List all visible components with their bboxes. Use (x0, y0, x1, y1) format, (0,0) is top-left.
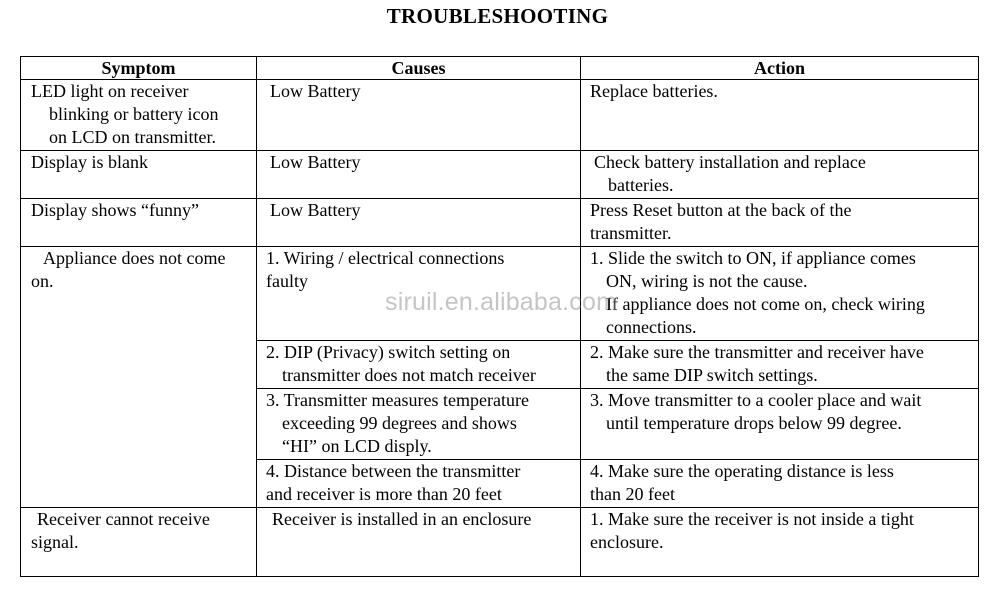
symptom-cell (21, 80, 257, 151)
cell-line: exceeding 99 degrees and shows (282, 413, 517, 433)
cell-line: ON, wiring is not the cause. (606, 271, 808, 291)
cell-line: 1. Wiring / electrical connections (266, 248, 505, 268)
cell-line: 2. Make sure the transmitter and receiver have (590, 342, 924, 362)
action-cell (581, 199, 979, 247)
cell-line: 2. DIP (Privacy) switch setting on (266, 342, 511, 362)
watermark-text: siruil.en.alibaba.com (385, 288, 618, 316)
table-row (21, 80, 979, 151)
cell-line: Display is blank (31, 152, 148, 172)
table-row (21, 199, 979, 247)
cell-line: LED light on receiver (31, 81, 189, 101)
cell-line: “HI” on LCD disply. (282, 436, 432, 456)
table-row (21, 247, 979, 341)
cell-line: blinking or battery icon (49, 104, 219, 124)
causes-cell (257, 341, 581, 389)
table-row (21, 508, 979, 577)
cell-line: on. (31, 271, 54, 291)
page-title: TROUBLESHOOTING (386, 4, 609, 28)
cell-line: Receiver is installed in an enclosure (272, 509, 532, 529)
causes-cell (257, 460, 581, 508)
action-cell (581, 460, 979, 508)
symptom-cell (21, 199, 257, 247)
cell-line: Low Battery (270, 200, 361, 220)
cell-line: 1. Make sure the receiver is not inside a tight (590, 509, 914, 529)
cell-line: If appliance does not come on, check wiring (606, 294, 925, 314)
cell-line: faulty (266, 271, 308, 291)
table-header-row (21, 57, 979, 80)
causes-cell (257, 151, 581, 199)
cell-line: signal. (31, 532, 79, 552)
header-causes: Causes (257, 57, 581, 80)
troubleshooting-table (20, 56, 979, 577)
table-row (21, 151, 979, 199)
symptom-cell (21, 508, 257, 577)
cell-line: Press Reset button at the back of the (590, 200, 852, 220)
cell-line: than 20 feet (590, 484, 675, 504)
action-cell (581, 389, 979, 460)
cell-line: Check battery installation and replace (594, 152, 866, 172)
cell-line: and receiver is more than 20 feet (266, 484, 502, 504)
cell-line: 1. Slide the switch to ON, if appliance comes (590, 248, 916, 268)
cell-line: transmitter. (590, 223, 672, 243)
action-cell (581, 508, 979, 577)
causes-cell (257, 389, 581, 460)
cell-line: 4. Make sure the operating distance is less (590, 461, 894, 481)
cell-line: Replace batteries. (590, 81, 718, 101)
header-symptom: Symptom (21, 57, 257, 80)
cell-line: 3. Transmitter measures temperature (266, 390, 529, 410)
header-action: Action (581, 57, 979, 80)
cell-line: 4. Distance between the transmitter (266, 461, 521, 481)
action-cell (581, 341, 979, 389)
cell-line: Appliance does not come (43, 248, 226, 268)
action-cell (581, 151, 979, 199)
cell-line: the same DIP switch settings. (606, 365, 818, 385)
action-cell (581, 247, 979, 341)
causes-cell (257, 508, 581, 577)
cell-line: on LCD on transmitter. (49, 127, 216, 147)
cell-line: batteries. (608, 175, 674, 195)
cell-line: Display shows “funny” (31, 200, 199, 220)
cell-line: Receiver cannot receive (37, 509, 210, 529)
causes-cell (257, 80, 581, 151)
cell-line: Low Battery (270, 152, 361, 172)
cell-line: until temperature drops below 99 degree. (606, 413, 902, 433)
cell-line: connections. (606, 317, 697, 337)
symptom-cell (21, 247, 257, 508)
cell-line: enclosure. (590, 532, 664, 552)
action-cell (581, 80, 979, 151)
cell-line: 3. Move transmitter to a cooler place and wait (590, 390, 922, 410)
causes-cell (257, 247, 581, 341)
cell-line: transmitter does not match receiver (282, 365, 536, 385)
symptom-cell (21, 151, 257, 199)
causes-cell (257, 199, 581, 247)
cell-line: Low Battery (270, 81, 361, 101)
